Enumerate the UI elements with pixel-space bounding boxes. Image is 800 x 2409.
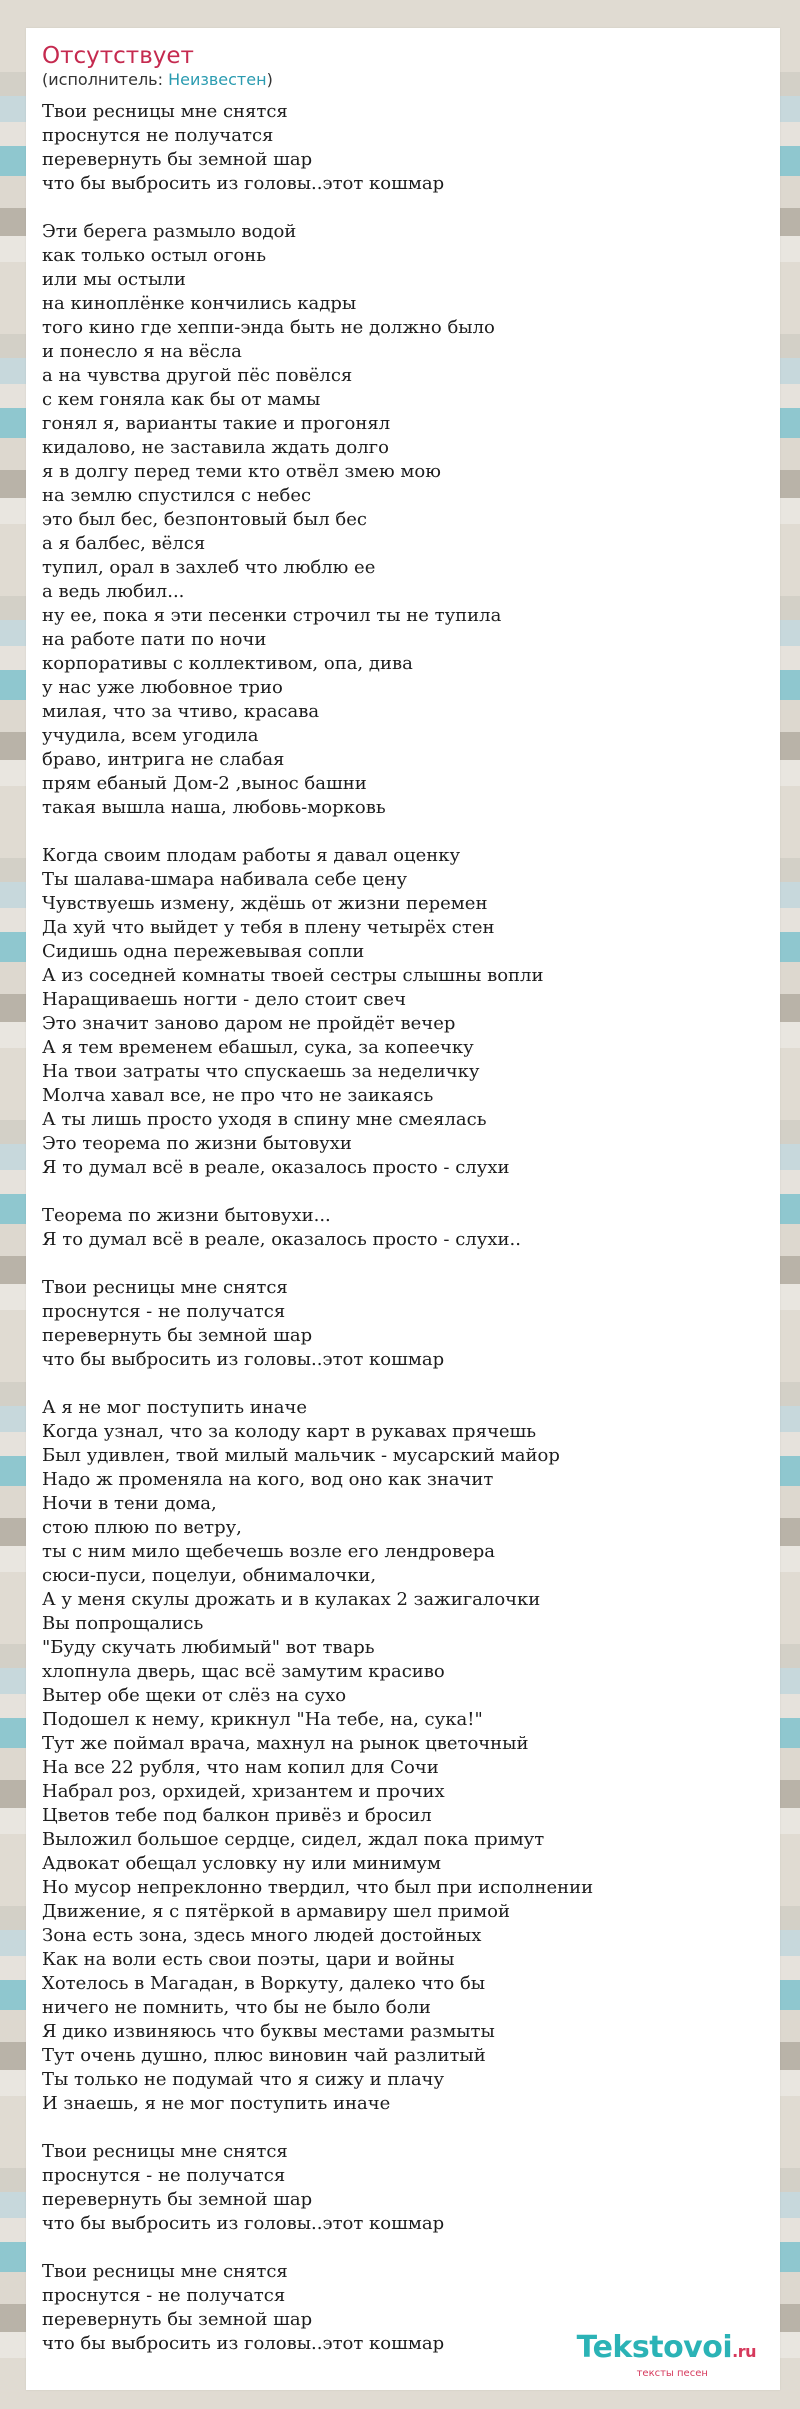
lyric-line: или мы остыли <box>42 269 186 290</box>
lyric-line: Я то думал всё в реале, оказалось просто - слухи.. <box>42 1229 521 1250</box>
logo-name: Tekstovoi <box>576 2330 733 2365</box>
lyric-line: сюси-пуси, поцелуи, обнималочки, <box>42 1565 377 1586</box>
lyric-line: Движение, я с пятёркой в армавиру шел примой <box>42 1901 510 1922</box>
lyric-line: перевернуть бы земной шар <box>42 149 313 170</box>
lyric-line: перевернуть бы земной шар <box>42 1325 313 1346</box>
lyric-line: как только остыл огонь <box>42 245 267 266</box>
lyric-line: проснутся - не получатся <box>42 2285 286 2306</box>
lyric-line: Это теорема по жизни бытовухи <box>42 1133 352 1154</box>
lyric-line: И знаешь, я не мог поступить иначе <box>42 2093 391 2114</box>
lyric-line: перевернуть бы земной шар <box>42 2189 313 2210</box>
lyric-line: учудила, всем угодила <box>42 725 259 746</box>
lyric-line: проснутся - не получатся <box>42 1301 286 1322</box>
lyric-line: "Буду скучать любимый" вот тварь <box>42 1637 375 1658</box>
lyric-line: Набрал роз, орхидей, хризантем и прочих <box>42 1781 445 1802</box>
stanza-gap <box>42 2236 772 2260</box>
lyric-line: Когда своим плодам работы я давал оценку <box>42 845 461 866</box>
lyric-line: на работе пати по ночи <box>42 629 267 650</box>
lyric-line: Да хуй что выйдет у тебя в плену четырёх стен <box>42 917 495 938</box>
lyric-line: А я тем временем ебашыл, сука, за копеечку <box>42 1037 474 1058</box>
lyric-line: Вы попрощались <box>42 1613 204 1634</box>
lyric-line: Был удивлен, твой милый мальчик - мусарский майор <box>42 1445 560 1466</box>
logo-wordmark <box>577 2332 756 2368</box>
site-logo[interactable] <box>577 2332 756 2380</box>
lyric-line: Это значит заново даром не пройдёт вечер <box>42 1013 456 1034</box>
lyric-line: Твои ресницы мне снятся <box>42 2141 288 2162</box>
lyric-line: что бы выбросить из головы..этот кошмар <box>42 1349 445 1370</box>
lyric-line: Тут очень душно, плюс виновин чай разлитый <box>42 2045 486 2066</box>
lyric-line: Как на воли есть свои поэты, цари и войны <box>42 1949 455 1970</box>
lyric-line: А у меня скулы дрожать и в кулаках 2 зажигалочки <box>42 1589 541 1610</box>
lyric-line: Эти берега размыло водой <box>42 221 297 242</box>
artist-prefix: (исполнитель: <box>42 70 169 89</box>
lyric-line: Хотелось в Магадан, в Воркуту, далеко что бы <box>42 1973 486 1994</box>
lyric-line: Чувствуешь измену, ждёшь от жизни перемен <box>42 893 488 914</box>
lyric-line: Ты шалава-шмара набивала себе цену <box>42 869 408 890</box>
lyric-line: ты с ним мило щебечешь возле его лендровера <box>42 1541 496 1562</box>
lyric-line: Зона есть зона, здесь много людей достойных <box>42 1925 482 1946</box>
lyric-line: Теорема по жизни бытовухи... <box>42 1205 331 1226</box>
lyric-line: кидалово, не заставила ждать долго <box>42 437 389 458</box>
lyric-line: с кем гоняла как бы от мамы <box>42 389 321 410</box>
artist-line <box>42 70 273 90</box>
lyric-line: А я не мог поступить иначе <box>42 1397 308 1418</box>
lyric-line: Но мусор непреклонно твердил, что был при исполнении <box>42 1877 594 1898</box>
lyric-line: гонял я, варианты такие и прогонял <box>42 413 391 434</box>
stanza-gap <box>42 1372 772 1396</box>
lyrics-text <box>42 100 772 2356</box>
lyric-line: Наращиваешь ногти - дело стоит свеч <box>42 989 406 1010</box>
lyric-line: Цветов тебе под балкон привёз и бросил <box>42 1805 432 1826</box>
lyric-line: это был бес, безпонтовый был бес <box>42 509 367 530</box>
lyric-line: Ночи в тени дома, <box>42 1493 217 1514</box>
lyric-line: у нас уже любовное трио <box>42 677 283 698</box>
stanza-gap <box>42 1252 772 1276</box>
lyric-line: тупил, орал в захлеб что люблю ее <box>42 557 376 578</box>
lyric-line: а ведь любил... <box>42 581 185 602</box>
lyric-line: такая вышла наша, любовь-морковь <box>42 797 386 818</box>
lyric-line: того кино где хеппи-энда быть не должно было <box>42 317 495 338</box>
stanza-gap <box>42 2116 772 2140</box>
lyric-line: а я балбес, вёлся <box>42 533 206 554</box>
lyric-line: корпоративы с коллективом, опа, дива <box>42 653 413 674</box>
lyric-line: Твои ресницы мне снятся <box>42 2261 288 2282</box>
lyric-line: Когда узнал, что за колоду карт в рукавах прячешь <box>42 1421 537 1442</box>
lyric-line: Молча хавал все, не про что не заикаясь <box>42 1085 434 1106</box>
logo-tld: .ru <box>732 2342 756 2361</box>
lyric-line: что бы выбросить из головы..этот кошмар <box>42 2213 445 2234</box>
lyric-line: Вытер обе щеки от слёз на сухо <box>42 1685 347 1706</box>
song-title: Отсутствует <box>42 43 194 69</box>
lyric-line: Ты только не подумай что я сижу и плачу <box>42 2069 445 2090</box>
artist-link[interactable]: Неизвестен <box>168 70 267 89</box>
lyric-line: Надо ж променяла на кого, вод оно как значит <box>42 1469 494 1490</box>
lyric-line: что бы выбросить из головы..этот кошмар <box>42 2333 445 2354</box>
lyric-line: что бы выбросить из головы..этот кошмар <box>42 173 445 194</box>
lyric-line: ничего не помнить, что бы не было боли <box>42 1997 431 2018</box>
lyric-line: милая, что за чтиво, красава <box>42 701 320 722</box>
lyric-line: Выложил большое сердце, сидел, ждал пока примут <box>42 1829 545 1850</box>
lyric-line: Я дико извиняюсь что буквы местами размыты <box>42 2021 495 2042</box>
lyric-line: и понесло я на вёсла <box>42 341 242 362</box>
logo-tagline: тексты песен <box>636 2368 708 2379</box>
lyric-line: На твои затраты что спускаешь за неделичку <box>42 1061 480 1082</box>
stanza-gap <box>42 1180 772 1204</box>
lyric-line: ну ее, пока я эти песенки строчил ты не тупила <box>42 605 502 626</box>
lyric-line: я в долгу перед теми кто отвёл змею мою <box>42 461 441 482</box>
lyric-line: а на чувства другой пёс повёлся <box>42 365 353 386</box>
lyric-line: Подошел к нему, крикнул "На тебе, на, сука!" <box>42 1709 483 1730</box>
lyric-line: Адвокат обещал условку ну или минимум <box>42 1853 441 1874</box>
lyrics-card <box>26 28 780 2390</box>
lyric-line: Сидишь одна пережевывая сопли <box>42 941 365 962</box>
lyric-line: на землю спустился с небес <box>42 485 312 506</box>
stanza-gap <box>42 820 772 844</box>
lyric-line: прям ебаный Дом-2 ,вынос башни <box>42 773 367 794</box>
lyric-line: Тут же поймал врача, махнул на рынок цветочный <box>42 1733 529 1754</box>
lyric-line: На все 22 рубля, что нам копил для Сочи <box>42 1757 439 1778</box>
lyric-line: стою плюю по ветру, <box>42 1517 242 1538</box>
artist-suffix: ) <box>266 70 273 89</box>
lyric-line: хлопнула дверь, щас всё замутим красиво <box>42 1661 445 1682</box>
lyric-line: перевернуть бы земной шар <box>42 2309 313 2330</box>
lyric-line: Твои ресницы мне снятся <box>42 101 288 122</box>
lyric-line: Я то думал всё в реале, оказалось просто - слухи <box>42 1157 510 1178</box>
lyric-line: проснутся - не получатся <box>42 2165 286 2186</box>
lyric-line: на киноплёнке кончились кадры <box>42 293 357 314</box>
lyric-line: Твои ресницы мне снятся <box>42 1277 288 1298</box>
lyric-line: проснутся не получатся <box>42 125 274 146</box>
lyric-line: браво, интрига не слабая <box>42 749 285 770</box>
lyric-line: А ты лишь просто уходя в спину мне смеялась <box>42 1109 487 1130</box>
lyric-line: А из соседней комнаты твоей сестры слышны вопли <box>42 965 544 986</box>
stanza-gap <box>42 196 772 220</box>
